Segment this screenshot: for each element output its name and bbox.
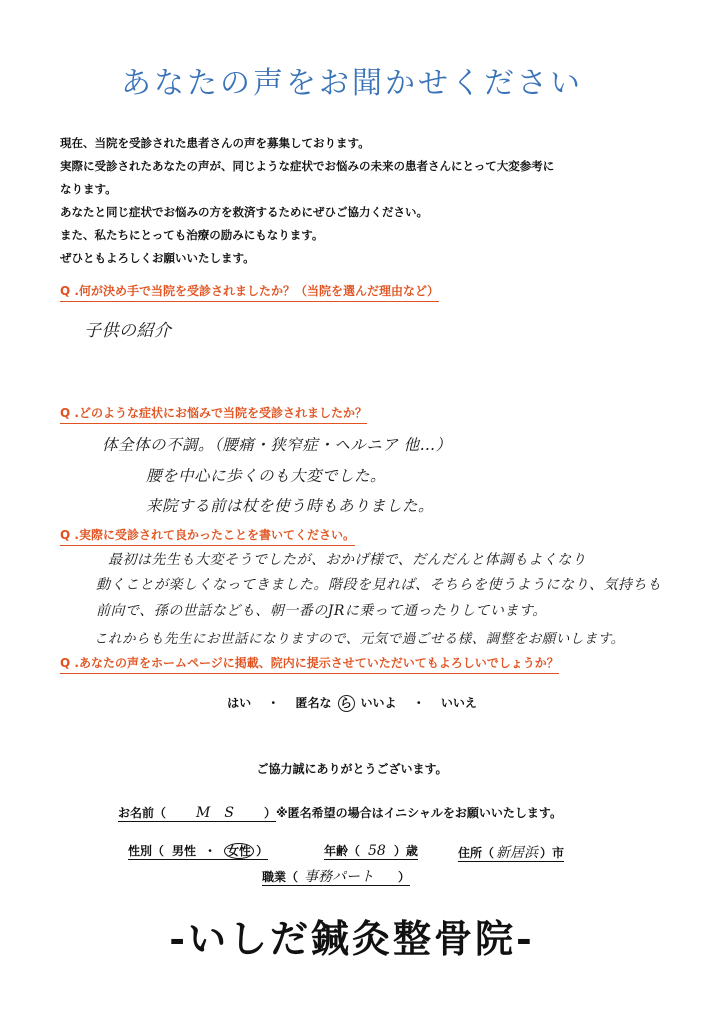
consent-options: [0, 694, 704, 712]
intro-line: なります。: [60, 182, 117, 196]
clinic-name: -いしだ鍼灸整骨院-: [169, 916, 535, 961]
thanks-text: ご協力誠にありがとうございます。: [256, 762, 448, 776]
address-close: ）市: [540, 846, 565, 860]
gender-label: 性別（: [128, 844, 165, 858]
gender-field[interactable]: [128, 842, 268, 859]
question-2: Q .どのような症状にお悩みで当院を受診されましたか？: [60, 404, 367, 424]
intro-line: 現在、当院を受診された患者さんの声を募集しております。: [60, 136, 370, 150]
page-title: あなたの声をお聞かせください: [121, 66, 583, 101]
selected-circle-mark: ら: [338, 695, 355, 712]
answer-1-line: 子供の紹介: [84, 321, 172, 341]
age-field[interactable]: [324, 842, 418, 859]
occupation-close: ）: [398, 870, 411, 884]
name-row: [118, 802, 562, 822]
intro-line: あなたと同じ症状でお悩みの方を救済するためにぜひご協力ください。: [60, 205, 428, 219]
consent-separator: ・: [267, 696, 280, 710]
occupation-label: 職業（: [262, 870, 299, 884]
occupation-value: 事務パート: [304, 869, 375, 885]
age-label: 年齢（: [324, 844, 361, 858]
answer-2-line: 体全体の不調。（腰痛・狭窄症・ヘルニア 他…）: [102, 436, 452, 454]
consent-anon-text: 匿名な: [295, 696, 332, 710]
name-close: ）: [263, 806, 276, 820]
name-value: M S: [196, 805, 234, 821]
occupation-field[interactable]: [262, 866, 410, 886]
intro-line: また、私たちにとっても治療の励みにもなります。: [60, 228, 324, 242]
question-4: Q .あなたの声をホームページに掲載、院内に提示させていただいてもよろしいでしょうか？: [60, 654, 559, 674]
answer-3-line: これからも先生にお世話になりますので、元気で過ごせる様、調整をお願いします。: [94, 631, 625, 647]
name-note: ※匿名希望の場合はイニシャルをお願いいたします。: [275, 806, 562, 820]
answer-3-line: 前向で、孫の世話なども、朝一番のJRに乗って通ったりしています。: [96, 603, 547, 619]
answer-2-line: 来院する前は杖を使う時もありました。: [146, 497, 435, 515]
address-value: 新居浜: [496, 845, 539, 861]
consent-yes[interactable]: はい: [227, 696, 252, 710]
consent-no[interactable]: いいえ: [440, 696, 477, 710]
age-close: ）歳: [393, 844, 418, 858]
answer-2-line: 腰を中心に歩くのも大変でした。: [146, 467, 387, 485]
question-1: Q .何が決め手で当院を受診されましたか？（当院を選んだ理由など）: [60, 282, 439, 302]
intro-line: ぜひともよろしくお願いいたします。: [60, 251, 255, 265]
consent-anon-text: いいよ: [360, 696, 397, 710]
question-3: Q .実際に受診されて良かったことを書いてください。: [60, 526, 355, 546]
name-field[interactable]: [118, 806, 276, 822]
address-label: 住所（: [458, 846, 495, 860]
gender-male[interactable]: 男性: [172, 844, 197, 858]
name-label: お名前（: [118, 806, 167, 820]
intro-line: 実際に受診されたあなたの声が、同じような症状でお悩みの未来の患者さんにとって大変参考に: [60, 159, 555, 173]
address-field[interactable]: [458, 842, 564, 862]
gender-separator: ・: [204, 844, 217, 858]
intro-text: [60, 132, 660, 270]
answer-3-line: 最初は先生も大変そうでしたが、おかげ様で、だんだんと体調もよくなり: [108, 552, 587, 568]
consent-separator: ・: [412, 696, 425, 710]
gender-female-selected[interactable]: 女性: [224, 843, 254, 859]
age-value: 58: [368, 843, 386, 859]
answer-3-line: 動くことが楽しくなってきました。階段を見れば、そちらを使うようになり、気持ちも: [96, 577, 662, 593]
gender-close: ）: [256, 844, 269, 858]
consent-anonymous[interactable]: [295, 696, 396, 710]
